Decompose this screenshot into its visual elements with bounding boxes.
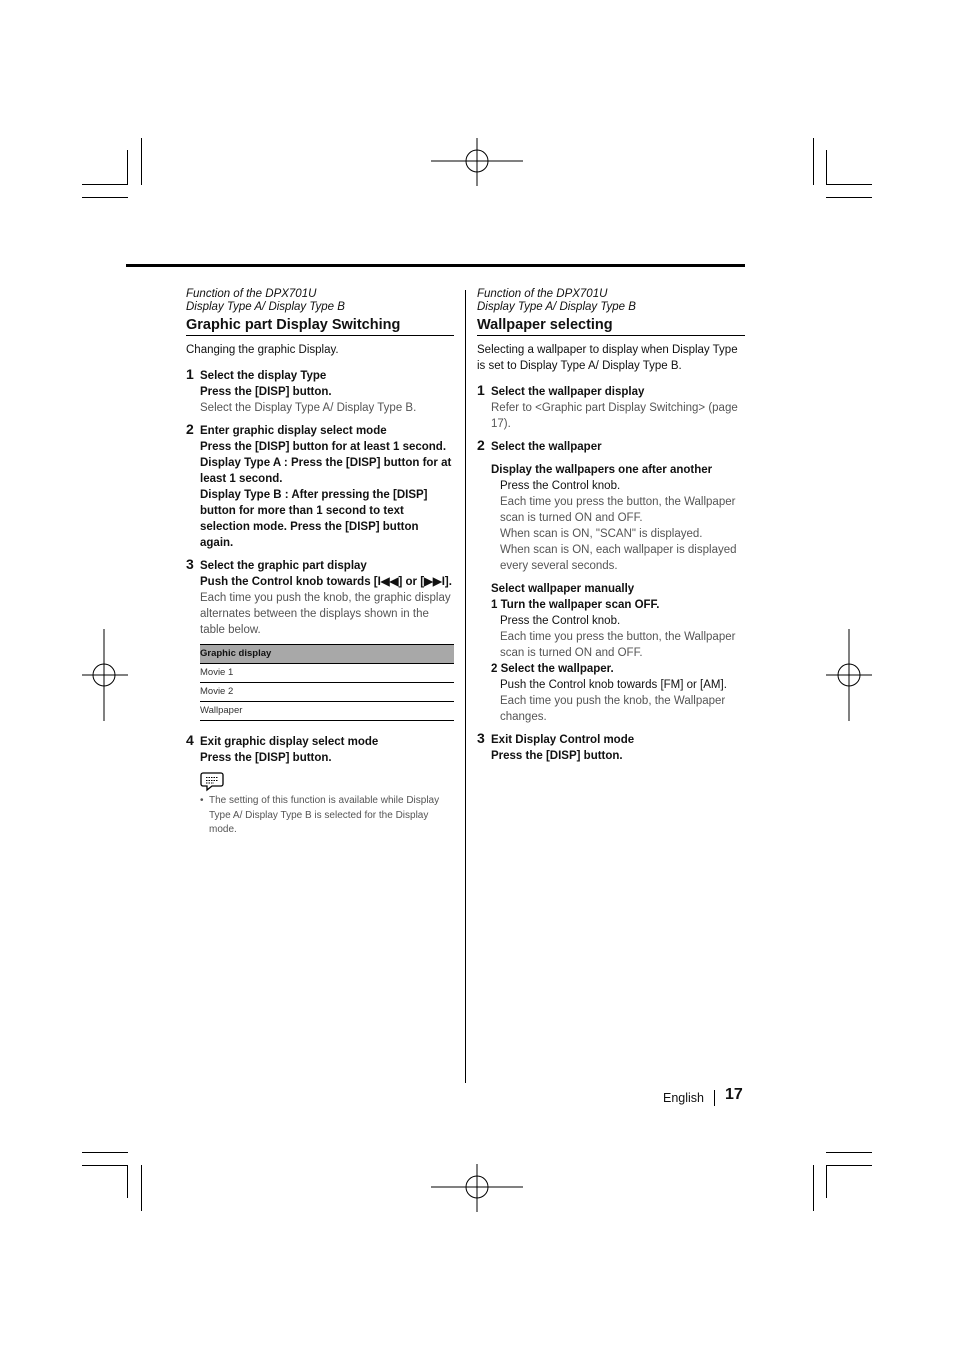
substep-manual [491,581,745,725]
step-number: 1 [186,366,194,382]
note-icon [200,770,224,792]
step-number: 2 [477,437,485,453]
section-kicker: Function of the DPX701U [477,288,608,300]
crop-mark [82,1152,128,1153]
section-title: Wallpaper selecting [477,316,745,336]
substep-instruction: Press the Control knob. [500,615,621,627]
step-instruction: Press the [DISP] button. [200,752,332,764]
step-description: Select the Display Type A/ Display Type B. [200,402,417,414]
crop-mark [826,1152,872,1153]
step-1 [186,368,454,416]
step-heading: Exit Display Control mode [491,734,635,746]
step-3 [477,732,745,764]
step-instruction: Press the [DISP] button. [200,386,332,398]
substep-instruction: Press the Control knob. [500,480,621,492]
step-number: 3 [477,730,485,746]
right-column [477,288,745,764]
step-number: 4 [186,732,194,748]
step-instruction: Display Type A : Press the [DISP] button for at least 1 second. [200,457,452,485]
substep-description: Each time you press the button, the Wallpaper scan is turned ON and OFF. [500,496,736,524]
substep-heading: Select wallpaper manually [491,583,635,595]
step-4 [186,734,454,838]
table-row [200,664,454,683]
crop-mark [826,1165,827,1198]
graphic-display-table [200,644,454,721]
step-description: Refer to <Graphic part Display Switching> (page 17). [491,402,738,430]
crop-mark [826,150,827,185]
intro-text: Selecting a wallpaper to display when Display Type is set to Display Type A/ Display Type B. [477,344,738,372]
section-kicker: Display Type A/ Display Type B [477,301,636,313]
step-number: 1 [477,382,485,398]
registration-mark [826,629,872,721]
step-instruction: Display Type B : After pressing the [DISP] button for more than 1 second to text selection mode. Press the [DISP] button again. [200,489,428,549]
crop-mark [141,1165,142,1211]
crop-mark [813,1165,814,1211]
section-kicker: Display Type A/ Display Type B [186,301,345,313]
footer-language: English [663,1091,704,1105]
substep-description: When scan is ON, "SCAN" is displayed. [500,528,703,540]
crop-mark [826,1165,872,1166]
step-instruction: Press the [DISP] button. [491,750,623,762]
step-description: Each time you push the knob, the graphic display alternates between the displays shown in the table below. [200,592,451,636]
note-body: The setting of this function is available while Display Type A/ Display Type B is selected for the Display mode. [209,795,440,835]
step-heading: Select the wallpaper display [491,386,645,398]
table-row [200,702,454,721]
step-heading: Select the wallpaper [491,441,602,453]
table-row [200,683,454,702]
registration-mark [431,1164,523,1212]
table-cell: Movie 2 [200,683,454,702]
table-cell: Wallpaper [200,702,454,721]
step-heading: Select the display Type [200,370,327,382]
page-number: 17 [725,1086,743,1103]
table-header: Graphic display [200,645,454,664]
registration-mark [82,629,128,721]
crop-mark [127,150,128,185]
step-1 [477,384,745,432]
crop-mark [127,1165,128,1198]
step-3 [186,558,454,638]
note-text [200,794,454,838]
substep-heading: 2 Select the wallpaper. [491,663,614,675]
substep-instruction: Push the Control knob towards [FM] or [AM]. [500,679,727,691]
section-title: Graphic part Display Switching [186,316,454,336]
step-heading: Exit graphic display select mode [200,736,379,748]
step-2 [186,423,454,551]
crop-mark [826,197,872,198]
crop-mark [82,184,128,185]
footer-divider [714,1090,715,1106]
left-column [186,288,454,838]
step-number: 3 [186,556,194,572]
crop-mark [82,197,128,198]
substep-scan [491,462,745,574]
column-divider [465,290,466,1083]
substep-description: Each time you push the knob, the Wallpaper changes. [500,695,726,723]
substep-heading: Display the wallpapers one after another [491,464,713,476]
substep-heading: 1 Turn the wallpaper scan OFF. [491,599,660,611]
step-instruction: Push the Control knob towards [I◀◀] or [▶▶I]. [200,576,452,588]
crop-mark [813,138,814,185]
header-rule [126,264,745,267]
step-number: 2 [186,421,194,437]
crop-mark [826,184,872,185]
table-cell: Movie 1 [200,664,454,683]
registration-mark [431,138,523,186]
crop-mark [141,138,142,185]
step-instruction: Press the [DISP] button for at least 1 second. [200,441,447,453]
note-bullet: • [200,795,204,806]
intro-text: Changing the graphic Display. [186,344,339,356]
step-2 [477,439,745,725]
substep-description: When scan is ON, each wallpaper is displayed every several seconds. [500,544,737,572]
section-kicker: Function of the DPX701U [186,288,317,300]
step-heading: Select the graphic part display [200,560,367,572]
step-heading: Enter graphic display select mode [200,425,387,437]
crop-mark [82,1165,128,1166]
substep-description: Each time you press the button, the Wallpaper scan is turned ON and OFF. [500,631,736,659]
